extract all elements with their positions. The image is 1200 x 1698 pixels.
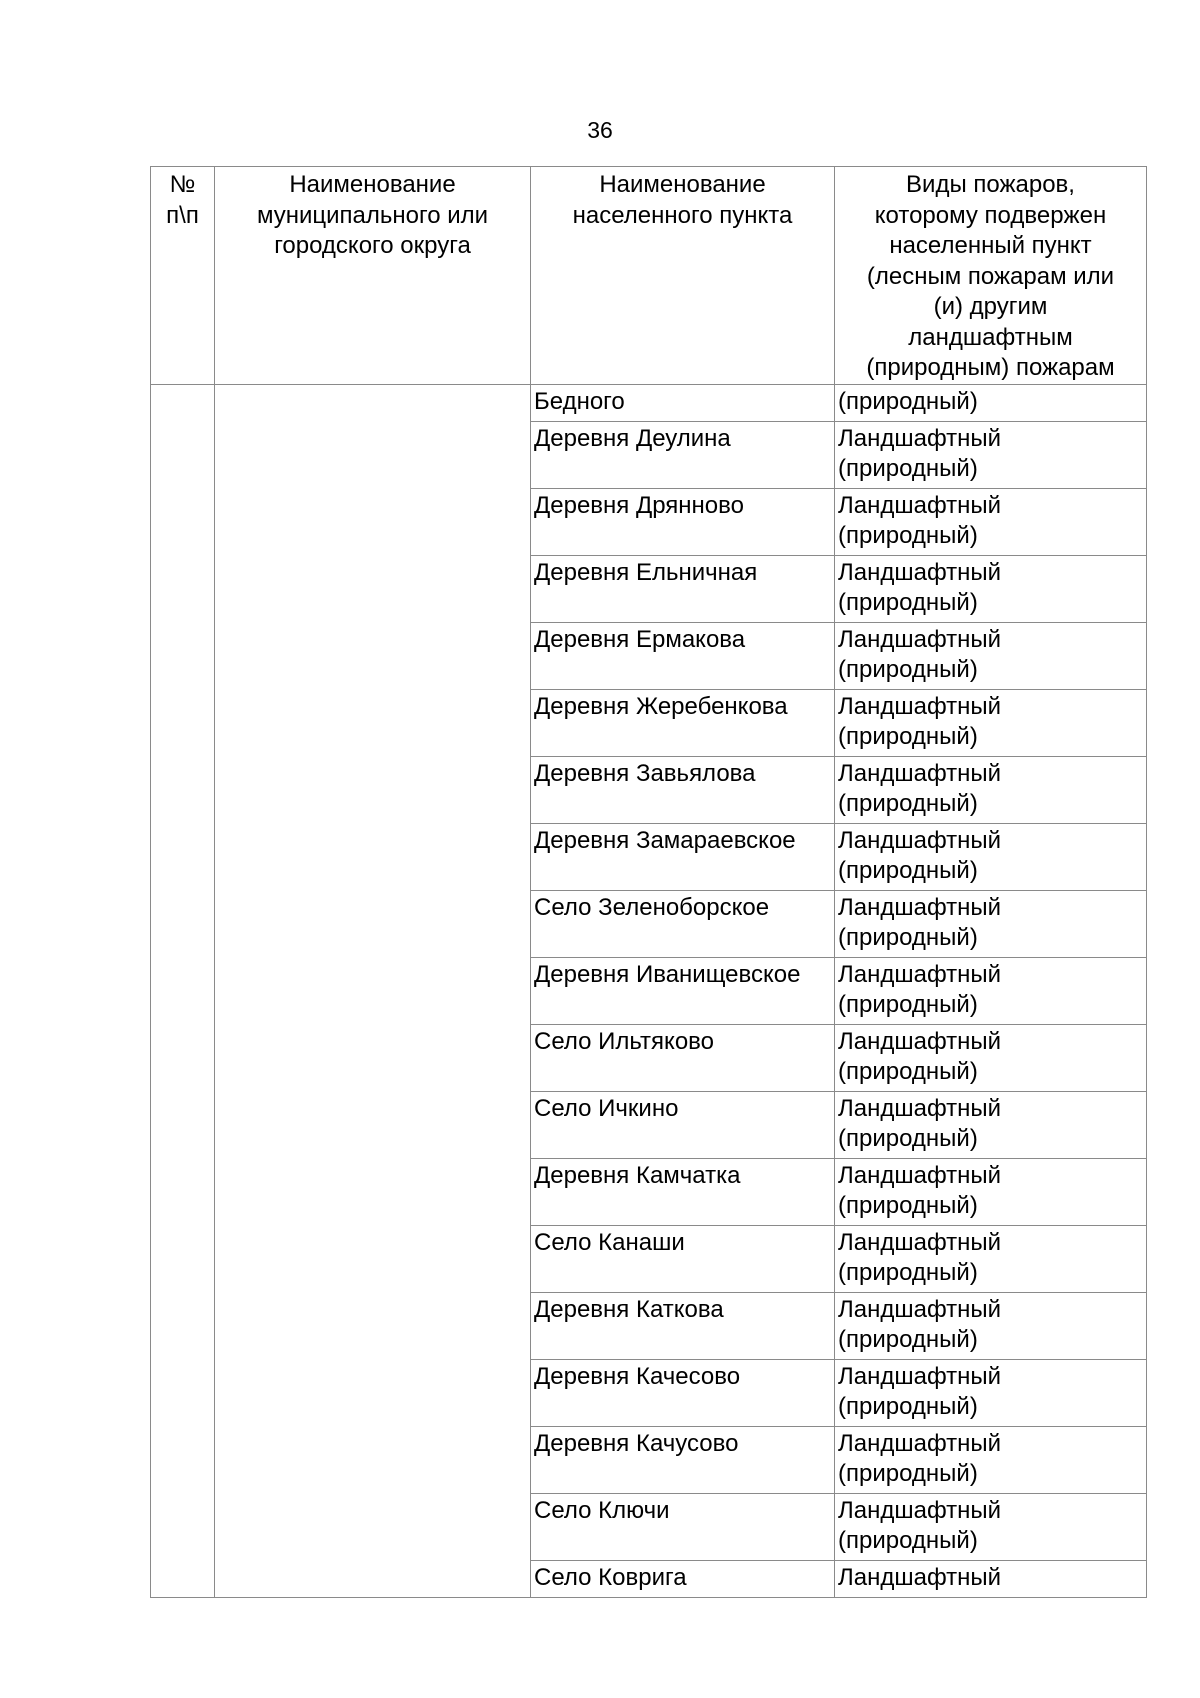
header-line: городского округа: [274, 232, 471, 259]
fire-type-cell: [835, 1091, 1147, 1158]
fire-type-line: (природный): [838, 990, 978, 1018]
header-line: муниципального или: [256, 201, 489, 229]
fire-type-cell: [835, 384, 1147, 421]
settlement-name-cell: Село Зеленоборское: [531, 890, 835, 957]
header-line: №: [169, 171, 196, 198]
fire-type-line: Ландшафтный: [838, 1027, 1002, 1055]
fire-type-line: Ландшафтный: [838, 1496, 1002, 1524]
settlement-name-cell: Деревня Качусово: [531, 1426, 835, 1493]
settlement-name-cell: Село Ключи: [531, 1493, 835, 1560]
header-line: населенный пункт: [889, 232, 1092, 259]
settlement-name-cell: Деревня Качесово: [531, 1359, 835, 1426]
fire-type-cell: [835, 1292, 1147, 1359]
header-municipality: [215, 167, 531, 385]
fire-type-line: Ландшафтный: [838, 1563, 1002, 1591]
fire-type-line: (природный): [838, 454, 978, 482]
settlement-name-cell: Село Ильтяково: [531, 1024, 835, 1091]
fire-type-cell: [835, 1359, 1147, 1426]
header-line: которому подвержен: [874, 201, 1107, 229]
settlement-name-cell: Деревня Ермакова: [531, 622, 835, 689]
fire-type-line: (природный): [838, 1191, 978, 1219]
fire-type-line: Ландшафтный: [838, 424, 1002, 452]
settlements-fire-table: [150, 166, 1147, 1598]
fire-type-line: Ландшафтный: [838, 491, 1002, 519]
fire-type-cell: [835, 1493, 1147, 1560]
fire-type-line: (природный): [838, 655, 978, 683]
fire-type-cell: [835, 823, 1147, 890]
settlement-name-cell: Село Ичкино: [531, 1091, 835, 1158]
settlement-name-cell: Деревня Каткова: [531, 1292, 835, 1359]
fire-type-line: (природный): [838, 1325, 978, 1353]
fire-type-line: (природный): [838, 1526, 978, 1554]
fire-type-line: Ландшафтный: [838, 960, 1002, 988]
header-settlement: [531, 167, 835, 385]
header-line: (лесным пожарам или: [866, 262, 1115, 290]
fire-type-cell: [835, 1158, 1147, 1225]
fire-type-line: Ландшафтный: [838, 1094, 1002, 1122]
fire-type-line: Ландшафтный: [838, 826, 1002, 854]
fire-type-line: (природный): [838, 387, 978, 415]
municipality-cell-merged: [215, 384, 531, 1597]
fire-type-cell: [835, 756, 1147, 823]
fire-type-cell: [835, 488, 1147, 555]
fire-type-line: Ландшафтный: [838, 558, 1002, 586]
fire-type-cell: [835, 555, 1147, 622]
fire-type-line: Ландшафтный: [838, 1161, 1002, 1189]
fire-type-line: Ландшафтный: [838, 1362, 1002, 1390]
fire-type-cell: [835, 1225, 1147, 1292]
fire-type-line: (природный): [838, 1459, 978, 1487]
header-line: п\п: [166, 201, 199, 229]
fire-type-line: Ландшафтный: [838, 692, 1002, 720]
fire-type-line: (природный): [838, 521, 978, 549]
fire-type-line: (природный): [838, 1258, 978, 1286]
table-body: [151, 384, 1147, 1597]
settlement-name-cell: Деревня Жеребенкова: [531, 689, 835, 756]
fire-type-line: Ландшафтный: [838, 1295, 1002, 1323]
settlement-name-cell: Деревня Замараевское: [531, 823, 835, 890]
fire-type-cell: [835, 890, 1147, 957]
settlement-name-cell: Деревня Деулина: [531, 421, 835, 488]
header-number: [151, 167, 215, 385]
fire-type-cell: [835, 957, 1147, 1024]
fire-type-cell: [835, 1426, 1147, 1493]
page-number: 36: [587, 117, 613, 143]
settlement-name-cell: Деревня Камчатка: [531, 1158, 835, 1225]
header-line: Виды пожаров,: [906, 171, 1075, 198]
fire-type-cell: [835, 421, 1147, 488]
fire-type-cell: [835, 689, 1147, 756]
settlement-name-cell: Бедного: [531, 384, 835, 421]
header-line: (и) другим: [933, 293, 1048, 320]
header-line: Наименование: [599, 171, 766, 198]
fire-type-line: (природный): [838, 588, 978, 616]
fire-type-cell: [835, 622, 1147, 689]
settlement-name-cell: Деревня Завьялова: [531, 756, 835, 823]
table-row: [151, 384, 1147, 421]
fire-type-cell: [835, 1560, 1147, 1597]
fire-type-line: (природный): [838, 856, 978, 884]
settlement-name-cell: Деревня Иванищевское: [531, 957, 835, 1024]
fire-type-line: Ландшафтный: [838, 759, 1002, 787]
header-line: Наименование: [289, 171, 456, 198]
fire-type-line: Ландшафтный: [838, 893, 1002, 921]
fire-type-line: Ландшафтный: [838, 625, 1002, 653]
fire-type-cell: [835, 1024, 1147, 1091]
settlement-name-cell: Деревня Ельничная: [531, 555, 835, 622]
fire-type-line: Ландшафтный: [838, 1429, 1002, 1457]
settlement-name-cell: Деревня Дрянново: [531, 488, 835, 555]
fire-type-line: (природный): [838, 1392, 978, 1420]
fire-type-line: Ландшафтный: [838, 1228, 1002, 1256]
table-header-row: [151, 167, 1147, 385]
header-fire-types: [835, 167, 1147, 385]
header-line: (природным) пожарам: [866, 354, 1115, 381]
number-cell-merged: [151, 384, 215, 1597]
header-line: населенного пункта: [572, 201, 793, 229]
fire-type-line: (природный): [838, 1057, 978, 1085]
header-line: ландшафтным: [908, 323, 1073, 351]
settlement-name-cell: Село Канаши: [531, 1225, 835, 1292]
settlement-name-cell: Село Коврига: [531, 1560, 835, 1597]
fire-type-line: (природный): [838, 722, 978, 750]
fire-type-line: (природный): [838, 789, 978, 817]
fire-type-line: (природный): [838, 1124, 978, 1152]
fire-type-line: (природный): [838, 923, 978, 951]
